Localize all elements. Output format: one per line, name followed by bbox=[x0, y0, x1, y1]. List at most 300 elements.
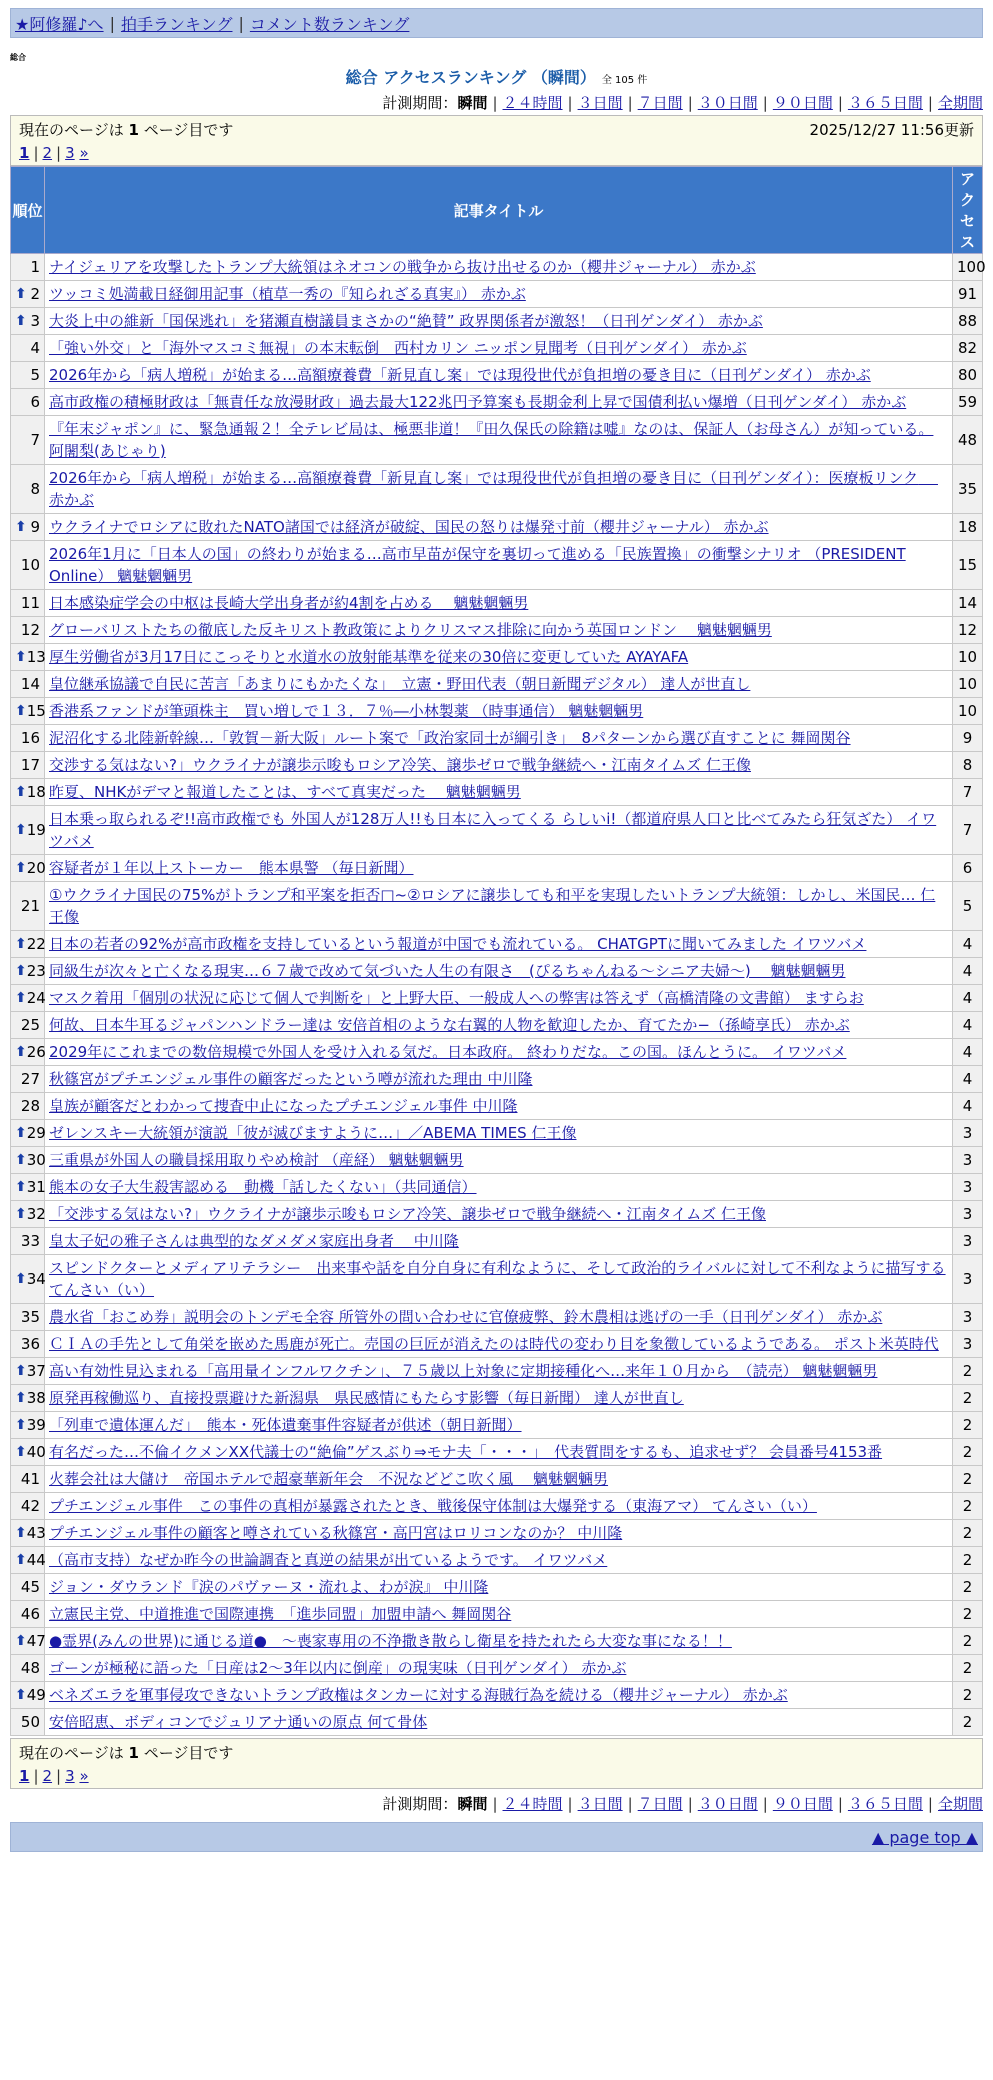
rank-up-arrow-icon: ⬆ bbox=[15, 519, 27, 535]
page-status: 現在のページは 1 ページ目です bbox=[19, 121, 234, 139]
title-cell bbox=[45, 465, 953, 514]
rank-number: 2 bbox=[30, 285, 40, 303]
article-link[interactable]: 原発再稼働巡り、直接投票避けた新潟県 県民感情にもたらす影響（毎日新聞） 達人が世直し bbox=[49, 1389, 684, 1407]
access-count: 88 bbox=[953, 308, 983, 335]
rank-cell bbox=[11, 335, 45, 362]
article-link[interactable]: 容疑者が１年以上ストーカー 熊本県警 （毎日新聞） bbox=[49, 859, 414, 877]
article-link[interactable]: 2026年から「病人増税」が始まる…高額療養費「新見直し案」では現役世代が負担増の憂き目に（日刊ゲンダイ）：医療板リンク 赤かぶ bbox=[49, 469, 938, 509]
period-separator: | bbox=[687, 1795, 693, 1813]
table-row bbox=[11, 1466, 983, 1493]
article-link[interactable]: プチエンジェル事件の顧客と噂されている秋篠宮・高円宮はロリコンなのか？ 中川隆 bbox=[49, 1524, 623, 1542]
period-separator: | bbox=[567, 94, 573, 112]
article-link[interactable]: 2026年から「病人増税」が始まる…高額療養費「新見直し案」では現役世代が負担増の憂き目に（日刊ゲンダイ） 赤かぶ bbox=[49, 366, 871, 384]
article-link[interactable]: 香港系ファンドが筆頭株主 買い増しで１３．７％―小林製薬 （時事通信） 魑魅魍魎男 bbox=[49, 702, 644, 720]
pager-page-3[interactable]: 3 bbox=[65, 1767, 75, 1785]
rank-up-arrow-icon: ⬆ bbox=[15, 822, 27, 838]
article-link[interactable]: 高い有効性見込まれる「高用量インフルワクチン」、７５歳以上対象に定期接種化へ…来年１０月から （読売） 魑魅魍魎男 bbox=[49, 1362, 878, 1380]
rank-up-arrow-icon: ⬆ bbox=[15, 1271, 27, 1287]
rank-cell bbox=[11, 1039, 45, 1066]
table-row bbox=[11, 698, 983, 725]
access-count: 2 bbox=[953, 1439, 983, 1466]
rank-number: 21 bbox=[20, 897, 40, 915]
article-link[interactable]: 「強い外交」と「海外マスコミ無視」の本末転倒 西村カリン ニッポン見聞考（日刊ゲンダイ） 赤かぶ bbox=[49, 339, 747, 357]
title-cell bbox=[45, 308, 953, 335]
access-count: 48 bbox=[953, 416, 983, 465]
article-link[interactable]: ゼレンスキー大統領が演説「彼が滅びますように…」／ABEMA TIMES 仁王像 bbox=[49, 1124, 577, 1142]
rank-cell bbox=[11, 1120, 45, 1147]
title-cell bbox=[45, 1709, 953, 1736]
rank-number: 41 bbox=[20, 1470, 40, 1488]
period-label: 計測期間： bbox=[382, 1795, 458, 1813]
rank-up-arrow-icon: ⬆ bbox=[15, 936, 27, 952]
rank-cell bbox=[11, 725, 45, 752]
table-row bbox=[11, 1120, 983, 1147]
access-count: 10 bbox=[953, 644, 983, 671]
table-row bbox=[11, 779, 983, 806]
rank-cell bbox=[11, 1547, 45, 1574]
article-link[interactable]: ＣＩＡの手先として角栄を嵌めた馬鹿が死亡。売国の巨匠が消えたのは時代の変わり目を象徴しているようである。 ポスト米英時代 bbox=[49, 1335, 939, 1353]
access-count: 2 bbox=[953, 1601, 983, 1628]
section-label: 総合 bbox=[10, 53, 26, 62]
period-option-5[interactable]: ９０日間 bbox=[772, 1795, 833, 1813]
article-link[interactable]: 三重県が外国人の職員採用取りやめ検討 （産経） 魑魅魍魎男 bbox=[49, 1151, 464, 1169]
period-option-3[interactable]: ７日間 bbox=[637, 94, 683, 112]
nav-link-asyura[interactable]: ★阿修羅♪へ bbox=[15, 14, 104, 34]
access-count: 4 bbox=[953, 1039, 983, 1066]
rank-up-arrow-icon: ⬆ bbox=[15, 1363, 27, 1379]
pager-separator: | bbox=[56, 144, 62, 162]
article-link[interactable]: 皇太子妃の雅子さんは典型的なダメダメ家庭出身者 中川隆 bbox=[49, 1232, 459, 1250]
title-cell bbox=[45, 698, 953, 725]
access-count: 6 bbox=[953, 855, 983, 882]
rank-number: 28 bbox=[20, 1097, 40, 1115]
article-link[interactable]: ●霊界(みんの世界)に通じる道● 〜喪家専用の不浄撒き散らし衛星を持たれたら大変な事になる！！ bbox=[49, 1632, 732, 1650]
article-link[interactable]: プチエンジェル事件 この事件の真相が暴露されたとき、戦後保守体制は大爆発する（東海アマ） てんさい（い） bbox=[49, 1497, 817, 1515]
title-cell bbox=[45, 590, 953, 617]
article-link[interactable]: （高市支持）なぜか昨今の世論調査と真逆の結果が出ているようです。 イワツバメ bbox=[49, 1551, 608, 1569]
article-link[interactable]: 高市政権の積極財政は「無責任な放漫財政」過去最大122兆円予算案も長期金利上昇で国債利払い爆増（日刊ゲンダイ） 赤かぶ bbox=[49, 393, 907, 411]
rank-cell bbox=[11, 362, 45, 389]
table-row bbox=[11, 514, 983, 541]
period-option-5[interactable]: ９０日間 bbox=[772, 94, 833, 112]
period-option-3[interactable]: ７日間 bbox=[637, 1795, 683, 1813]
table-row bbox=[11, 1228, 983, 1255]
period-option-4[interactable]: ３０日間 bbox=[697, 94, 758, 112]
rank-number: 47 bbox=[26, 1632, 46, 1650]
pager-page-1[interactable]: 1 bbox=[19, 1767, 30, 1785]
access-count: 7 bbox=[953, 806, 983, 855]
period-option-4[interactable]: ３０日間 bbox=[697, 1795, 758, 1813]
rank-number: 4 bbox=[30, 339, 40, 357]
rank-cell bbox=[11, 1066, 45, 1093]
table-row bbox=[11, 1709, 983, 1736]
rank-cell bbox=[11, 281, 45, 308]
pagination-box-bottom bbox=[10, 1738, 983, 1789]
table-row bbox=[11, 465, 983, 514]
period-option-2[interactable]: ３日間 bbox=[577, 94, 623, 112]
table-row bbox=[11, 958, 983, 985]
ranking-title-text: 総合 アクセスランキング （瞬間） bbox=[345, 68, 596, 87]
access-count: 3 bbox=[953, 1304, 983, 1331]
table-row bbox=[11, 1628, 983, 1655]
rank-number: 49 bbox=[26, 1686, 46, 1704]
table-row bbox=[11, 644, 983, 671]
article-link[interactable]: 2029年にこれまでの数倍規模で外国人を受け入れる気だ。日本政府。 終わりだな。この国。ほんとうに。 イワツバメ bbox=[49, 1043, 847, 1061]
rank-number: 46 bbox=[20, 1605, 40, 1623]
rank-up-arrow-icon: ⬆ bbox=[15, 649, 27, 665]
article-link[interactable]: マスク着用「個別の状況に応じて個人で判断を」と上野大臣、一般成人への弊害は答えず（高橋清隆の文書館） ますらお bbox=[49, 989, 864, 1007]
title-cell bbox=[45, 416, 953, 465]
access-count: 7 bbox=[953, 779, 983, 806]
rank-number: 42 bbox=[20, 1497, 40, 1515]
access-count: 5 bbox=[953, 882, 983, 931]
rank-cell bbox=[11, 1520, 45, 1547]
title-cell bbox=[45, 1466, 953, 1493]
pager-separator: | bbox=[33, 1767, 39, 1785]
access-count: 2 bbox=[953, 1358, 983, 1385]
period-separator: | bbox=[492, 1795, 498, 1813]
pager bbox=[19, 144, 974, 162]
access-count: 2 bbox=[953, 1520, 983, 1547]
title-cell bbox=[45, 1304, 953, 1331]
table-row bbox=[11, 416, 983, 465]
rank-cell bbox=[11, 698, 45, 725]
title-cell bbox=[45, 1120, 953, 1147]
rank-cell bbox=[11, 855, 45, 882]
rank-up-arrow-icon: ⬆ bbox=[15, 313, 27, 329]
rank-cell bbox=[11, 1358, 45, 1385]
table-row bbox=[11, 1439, 983, 1466]
article-link[interactable]: 「列車で遺体運んだ」 熊本・死体遺棄事件容疑者が供述（朝日新聞） bbox=[49, 1416, 522, 1434]
title-cell bbox=[45, 1520, 953, 1547]
ranking-count: 全 105 件 bbox=[601, 75, 648, 86]
table-row bbox=[11, 617, 983, 644]
access-count: 2 bbox=[953, 1655, 983, 1682]
article-link[interactable]: 2026年1月に「日本人の国」の終わりが始まる…高市早苗が保守を裏切って進める「民族置換」の衝撃シナリオ （PRESIDENT Online） 魑魅魍魎男 bbox=[49, 545, 906, 585]
rank-number: 10 bbox=[20, 556, 40, 574]
table-row bbox=[11, 1682, 983, 1709]
rank-number: 6 bbox=[30, 393, 40, 411]
article-link[interactable]: グローバリストたちの徹底した反キリスト教政策によりクリスマス排除に向かう英国ロンドン 魑魅魍魎男 bbox=[49, 621, 772, 639]
article-link[interactable]: 火葬会社は大儲け 帝国ホテルで超豪華新年会 不況などどこ吹く風 魑魅魍魎男 bbox=[49, 1470, 609, 1488]
title-cell bbox=[45, 985, 953, 1012]
table-row bbox=[11, 1147, 983, 1174]
title-cell bbox=[45, 958, 953, 985]
access-count: 9 bbox=[953, 725, 983, 752]
title-cell bbox=[45, 1228, 953, 1255]
rank-number: 36 bbox=[20, 1335, 40, 1353]
rank-up-arrow-icon: ⬆ bbox=[15, 1390, 27, 1406]
table-row bbox=[11, 725, 983, 752]
table-row bbox=[11, 1093, 983, 1120]
title-cell bbox=[45, 1147, 953, 1174]
table-row bbox=[11, 1255, 983, 1304]
article-link[interactable]: ①ウクライナ国民の75%がトランプ和平案を拒否□~②ロシアに譲歩しても和平を実現したいトランプ大統領：しかし、米国民… 仁王像 bbox=[49, 886, 936, 926]
rank-number: 48 bbox=[20, 1659, 40, 1677]
period-option-7[interactable]: 全期間 bbox=[937, 1795, 983, 1813]
rank-up-arrow-icon: ⬆ bbox=[15, 1633, 27, 1649]
access-count: 2 bbox=[953, 1385, 983, 1412]
title-cell bbox=[45, 1174, 953, 1201]
rank-number: 44 bbox=[26, 1551, 46, 1569]
rank-number: 45 bbox=[20, 1578, 40, 1596]
title-cell bbox=[45, 1066, 953, 1093]
rank-up-arrow-icon: ⬆ bbox=[15, 963, 27, 979]
rank-cell bbox=[11, 882, 45, 931]
article-link[interactable]: 泥沼化する北陸新幹線…「敦賀－新大阪」ルート案で「政治家同士が綱引き」 8パターンから選び直すことに 舞岡関谷 bbox=[49, 729, 851, 747]
rank-cell bbox=[11, 1574, 45, 1601]
rank-up-arrow-icon: ⬆ bbox=[15, 1417, 27, 1433]
article-link[interactable]: 『年末ジャポン』に、緊急通報２！全テレビ局は、極悪非道！『田久保氏の除籍は嘘』なのは、保証人（お母さん）が知っている。 阿闍梨(あじゃり) bbox=[49, 420, 934, 460]
rank-cell bbox=[11, 514, 45, 541]
header-rank: 順位 bbox=[11, 167, 45, 254]
rank-number: 14 bbox=[20, 675, 40, 693]
rank-number: 23 bbox=[26, 962, 46, 980]
rank-number: 30 bbox=[26, 1151, 46, 1169]
rank-cell bbox=[11, 752, 45, 779]
rank-number: 27 bbox=[20, 1070, 40, 1088]
pager-next[interactable]: » bbox=[79, 144, 89, 162]
title-cell bbox=[45, 1412, 953, 1439]
article-link[interactable]: 日本乗っ取られるぞ!!高市政権でも 外国人が128万人!!も日本に入ってくる らしいi!（都道府県人口と比べてみたら狂気ざた） イワツバメ bbox=[49, 810, 937, 850]
rank-cell bbox=[11, 1174, 45, 1201]
rank-cell bbox=[11, 985, 45, 1012]
rank-number: 25 bbox=[20, 1016, 40, 1034]
title-cell bbox=[45, 1601, 953, 1628]
article-link[interactable]: ツッコミ処満載日経御用記事（植草一秀の『知られざる真実』） 赤かぶ bbox=[49, 285, 526, 303]
rank-cell bbox=[11, 254, 45, 281]
title-cell bbox=[45, 254, 953, 281]
table-row bbox=[11, 1493, 983, 1520]
rank-number: 37 bbox=[26, 1362, 46, 1380]
rank-number: 13 bbox=[26, 648, 46, 666]
table-row bbox=[11, 308, 983, 335]
article-link[interactable]: ベネズエラを軍事侵攻できないトランプ政権はタンカーに対する海賊行為を続ける（櫻井ジャーナル） 赤かぶ bbox=[49, 1686, 788, 1704]
article-link[interactable]: 何故、日本牛耳るジャパンハンドラー達は 安倍首相のような右翼的人物を歓迎したか、育てたか−（孫崎享氏） 赤かぶ bbox=[49, 1016, 850, 1034]
access-count: 100 bbox=[953, 254, 983, 281]
rank-number: 11 bbox=[20, 594, 40, 612]
article-link[interactable]: 昨夏、NHKがデマと報道したことは、すべて真実だった 魑魅魍魎男 bbox=[49, 783, 521, 801]
nav-separator: | bbox=[238, 13, 244, 33]
table-row bbox=[11, 1331, 983, 1358]
rank-number: 20 bbox=[26, 859, 46, 877]
rank-cell bbox=[11, 779, 45, 806]
article-link[interactable]: 同級生が次々と亡くなる現実…６７歳で改めて気づいた人生の有限さ (ぴるちゃんねる〜シニア夫婦〜) 魑魅魍魎男 bbox=[49, 962, 846, 980]
access-count: 2 bbox=[953, 1709, 983, 1736]
rank-cell bbox=[11, 1385, 45, 1412]
rank-up-arrow-icon: ⬆ bbox=[15, 1525, 27, 1541]
access-count: 35 bbox=[953, 465, 983, 514]
rank-number: 18 bbox=[26, 783, 46, 801]
page-status: 現在のページは 1 ページ目です bbox=[19, 1744, 234, 1762]
table-row bbox=[11, 1385, 983, 1412]
title-cell bbox=[45, 1331, 953, 1358]
pagination-box-top bbox=[10, 115, 983, 166]
rank-number: 1 bbox=[30, 258, 40, 276]
table-row bbox=[11, 931, 983, 958]
table-row bbox=[11, 590, 983, 617]
rank-number: 8 bbox=[30, 480, 40, 498]
period-separator: | bbox=[762, 1795, 768, 1813]
rank-cell bbox=[11, 1628, 45, 1655]
rank-number: 12 bbox=[20, 621, 40, 639]
rank-number: 22 bbox=[26, 935, 46, 953]
table-row bbox=[11, 1304, 983, 1331]
article-link[interactable]: 日本感染症学会の中枢は長崎大学出身者が約4割を占める 魑魅魍魎男 bbox=[49, 594, 529, 612]
article-link[interactable]: スピンドクターとメディアリテラシー 出来事や話を自分自身に有利なように、そして政治的ライバルに対して不利なように描写する てんさい（い） bbox=[49, 1259, 946, 1299]
access-count: 3 bbox=[953, 1255, 983, 1304]
rank-cell bbox=[11, 1255, 45, 1304]
article-link[interactable]: 秋篠宮がプチエンジェル事件の顧客だったという噂が流れた理由 中川隆 bbox=[49, 1070, 533, 1088]
pager-page-2[interactable]: 2 bbox=[42, 1767, 53, 1785]
access-count: 12 bbox=[953, 617, 983, 644]
pager-page-2[interactable]: 2 bbox=[42, 144, 53, 162]
rank-cell bbox=[11, 1466, 45, 1493]
nav-link-comment-ranking[interactable]: コメント数ランキング bbox=[249, 14, 410, 34]
rank-up-arrow-icon: ⬆ bbox=[15, 1444, 27, 1460]
rank-number: 32 bbox=[26, 1205, 46, 1223]
access-count: 3 bbox=[953, 1174, 983, 1201]
pager-separator: | bbox=[56, 1767, 62, 1785]
access-count: 2 bbox=[953, 1682, 983, 1709]
period-separator: | bbox=[837, 1795, 843, 1813]
rank-cell bbox=[11, 671, 45, 698]
access-count: 91 bbox=[953, 281, 983, 308]
title-cell bbox=[45, 1574, 953, 1601]
pager-separator: | bbox=[33, 144, 39, 162]
period-option-1[interactable]: ２４時間 bbox=[502, 94, 563, 112]
article-link[interactable]: 厚生労働省が3月17日にこっそりと水道水の放射能基準を従来の30倍に変更していた AYAYAFA bbox=[49, 648, 689, 666]
period-separator: | bbox=[762, 94, 768, 112]
table-row bbox=[11, 541, 983, 590]
title-cell bbox=[45, 855, 953, 882]
table-row bbox=[11, 335, 983, 362]
rank-cell bbox=[11, 541, 45, 590]
nav-link-clap-ranking[interactable]: 拍手ランキング bbox=[120, 14, 233, 34]
rank-cell bbox=[11, 1228, 45, 1255]
article-link[interactable]: ゴーンが極秘に語った「日産は2～3年以内に倒産」の現実味（日刊ゲンダイ） 赤かぶ bbox=[49, 1659, 627, 1677]
period-option-6[interactable]: ３６５日間 bbox=[847, 94, 923, 112]
rank-number: 33 bbox=[20, 1232, 40, 1250]
article-link[interactable]: 熊本の女子大生殺害認める 動機「話したくない」（共同通信） bbox=[49, 1178, 477, 1196]
rank-up-arrow-icon: ⬆ bbox=[15, 1125, 27, 1141]
access-count: 3 bbox=[953, 1120, 983, 1147]
table-row bbox=[11, 1201, 983, 1228]
access-count: 2 bbox=[953, 1574, 983, 1601]
ranking-table bbox=[10, 166, 986, 1736]
pager-page-1[interactable]: 1 bbox=[19, 144, 30, 162]
period-separator: | bbox=[567, 1795, 573, 1813]
article-link[interactable]: 皇位継承協議で自民に苦言「あまりにもかたくな」 立憲・野田代表（朝日新聞デジタル） 達人が世直し bbox=[49, 675, 751, 693]
period-option-2[interactable]: ３日間 bbox=[577, 1795, 623, 1813]
table-row bbox=[11, 1412, 983, 1439]
pager-next[interactable]: » bbox=[79, 1767, 89, 1785]
rank-number: 7 bbox=[30, 431, 40, 449]
title-cell bbox=[45, 1385, 953, 1412]
rank-cell bbox=[11, 1493, 45, 1520]
article-link[interactable]: 農水省「おこめ券」説明会のトンデモ全容 所管外の問い合わせに官僚疲弊、鈴木農相は逃げの一手（日刊ゲンダイ） 赤かぶ bbox=[49, 1308, 883, 1326]
title-cell bbox=[45, 541, 953, 590]
period-option-1[interactable]: ２４時間 bbox=[502, 1795, 563, 1813]
title-cell bbox=[45, 389, 953, 416]
table-row bbox=[11, 254, 983, 281]
rank-number: 43 bbox=[26, 1524, 46, 1542]
period-option-6[interactable]: ３６５日間 bbox=[847, 1795, 923, 1813]
title-cell bbox=[45, 644, 953, 671]
page-top-link[interactable]: ▲ page top ▲ bbox=[871, 1827, 978, 1847]
article-link[interactable]: 皇族が顧客だとわかって捜査中止になったプチエンジェル事件 中川隆 bbox=[49, 1097, 518, 1115]
rank-number: 26 bbox=[26, 1043, 46, 1061]
article-link[interactable]: ウクライナでロシアに敗れたNATO諸国では経済が破綻、国民の怒りは爆発寸前（櫻井ジャーナル） 赤かぶ bbox=[49, 518, 769, 536]
period-label: 計測期間： bbox=[382, 94, 458, 112]
rank-cell bbox=[11, 617, 45, 644]
rank-cell bbox=[11, 1709, 45, 1736]
table-row bbox=[11, 1174, 983, 1201]
table-row bbox=[11, 1574, 983, 1601]
rank-up-arrow-icon: ⬆ bbox=[15, 703, 27, 719]
rank-cell bbox=[11, 389, 45, 416]
rank-cell bbox=[11, 1147, 45, 1174]
access-count: 4 bbox=[953, 985, 983, 1012]
rank-number: 19 bbox=[26, 821, 46, 839]
title-cell bbox=[45, 671, 953, 698]
access-count: 3 bbox=[953, 1228, 983, 1255]
period-separator: | bbox=[492, 94, 498, 112]
article-link[interactable]: 大炎上中の維新「国保逃れ」を猪瀬直樹議員まさかの“絶賛” 政界関係者が激怒！（日刊ゲンダイ） 赤かぶ bbox=[49, 312, 763, 330]
period-separator: | bbox=[627, 1795, 633, 1813]
access-count: 4 bbox=[953, 1093, 983, 1120]
title-cell bbox=[45, 1255, 953, 1304]
article-link[interactable]: 「交渉する気はない?」ウクライナが譲歩示唆もロシア冷笑、譲歩ゼロで戦争継続へ・江南タイムズ 仁王像 bbox=[49, 1205, 766, 1223]
article-link[interactable]: 有名だった…不倫イクメンXX代議士の“絶倫”ゲスぶり⇒モナ夫「・・・」 代表質問をするも、追求せず？ 会員番号4153番 bbox=[49, 1443, 883, 1461]
pager-page-3[interactable]: 3 bbox=[65, 144, 75, 162]
rank-cell bbox=[11, 1093, 45, 1120]
title-cell bbox=[45, 1655, 953, 1682]
table-row bbox=[11, 281, 983, 308]
access-count: 4 bbox=[953, 958, 983, 985]
rank-up-arrow-icon: ⬆ bbox=[15, 286, 27, 302]
title-cell bbox=[45, 335, 953, 362]
article-link[interactable]: 交渉する気はない?」ウクライナが譲歩示唆もロシア冷笑、譲歩ゼロで戦争継続へ・江南タイムズ 仁王像 bbox=[49, 756, 751, 774]
article-link[interactable]: 立憲民主党、中道推進で国際連携 「進歩同盟」加盟申請へ 舞岡関谷 bbox=[49, 1605, 512, 1623]
access-count: 3 bbox=[953, 1331, 983, 1358]
article-link[interactable]: ナイジェリアを攻撃したトランプ大統領はネオコンの戦争から抜け出せるのか（櫻井ジャーナル） 赤かぶ bbox=[49, 258, 756, 276]
article-link[interactable]: 安倍昭恵、ボディコンでジュリアナ通いの原点 何て骨体 bbox=[49, 1713, 428, 1731]
rank-cell bbox=[11, 1601, 45, 1628]
table-row bbox=[11, 1520, 983, 1547]
table-row bbox=[11, 806, 983, 855]
access-count: 2 bbox=[953, 1493, 983, 1520]
access-count: 2 bbox=[953, 1466, 983, 1493]
period-option-7[interactable]: 全期間 bbox=[937, 94, 983, 112]
article-link[interactable]: ジョン・ダウランド『涙のパヴァーヌ・流れよ、わが涙』 中川隆 bbox=[49, 1578, 489, 1596]
rank-up-arrow-icon: ⬆ bbox=[15, 860, 27, 876]
rank-cell bbox=[11, 1412, 45, 1439]
title-cell bbox=[45, 1012, 953, 1039]
access-count: 4 bbox=[953, 1012, 983, 1039]
title-cell bbox=[45, 806, 953, 855]
title-cell bbox=[45, 362, 953, 389]
rank-number: 5 bbox=[30, 366, 40, 384]
rank-number: 16 bbox=[20, 729, 40, 747]
rank-up-arrow-icon: ⬆ bbox=[15, 1044, 27, 1060]
article-link[interactable]: 日本の若者の92%が高市政権を支持しているという報道が中国でも流れている。 CHATGPTに聞いてみました イワツバメ bbox=[49, 935, 867, 953]
period-selector bbox=[0, 1793, 983, 1814]
ranking-title bbox=[0, 65, 993, 88]
table-row bbox=[11, 1655, 983, 1682]
rank-number: 40 bbox=[26, 1443, 46, 1461]
bottom-bar bbox=[10, 1822, 983, 1852]
